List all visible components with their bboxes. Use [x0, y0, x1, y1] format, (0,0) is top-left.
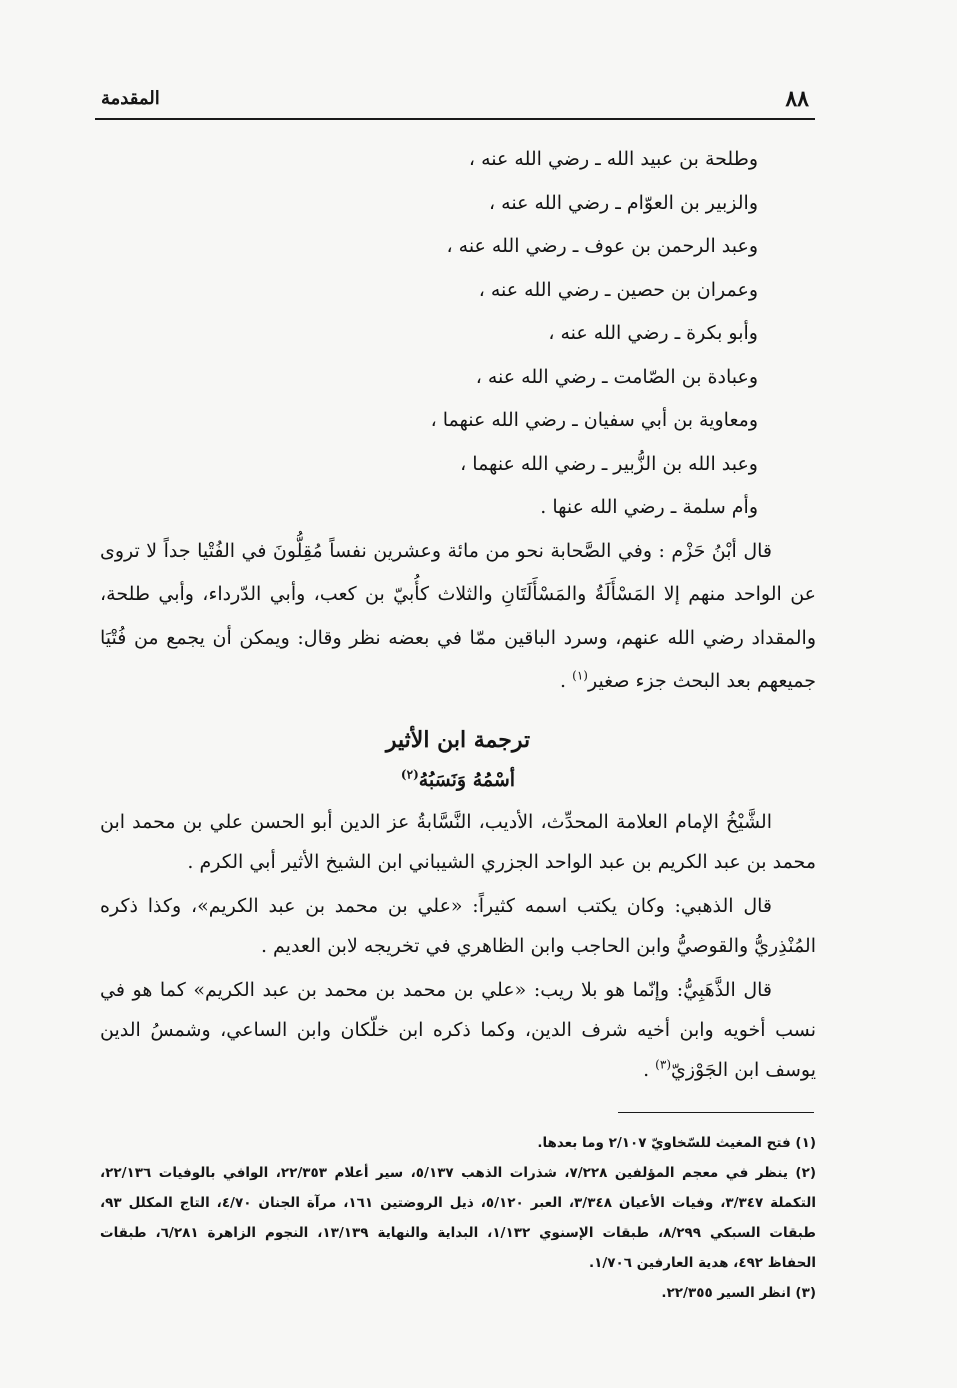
footnote-2	[100, 1158, 816, 1278]
list-line: والزبير بن العوّام ـ رضي الله عنه ،	[489, 191, 758, 214]
footnote-number: (١)	[795, 1135, 816, 1151]
subsection-title-text: أسْمُهُ وَنَسَبُهُ	[418, 768, 516, 791]
page-number: ٨٨	[785, 86, 809, 112]
list-line: وعبد الله بن الزُّبير ـ رضي الله عنهما ،	[460, 452, 758, 475]
dhahabi-paragraph-1: قال الذهبي: وكان يكتب اسمه كثيراً: «علي بن محمد بن عبد الكريم»، وكذا ذكره المُنْذِريُّ والقوصيُّ وابن الحاجب وابن الظاهري في تخريجه لابن العديم .	[100, 894, 816, 957]
name-paragraph: الشَّيْخُ الإمام العلامة المحدِّث، الأديب، النَّسَّابةُ عز الدين أبو الحسن علي بن محمد ابن محمد بن عبد الكريم بن عبد الواحد الجزري الشيباني ابن الشيخ الأثير أبي الكرم .	[100, 810, 816, 873]
footnote-ref-2[interactable]: (٢)	[400, 767, 419, 782]
main-text	[100, 138, 816, 1090]
list-line: وعبد الرحمن بن عوف ـ رضي الله عنه ،	[446, 235, 758, 257]
footnote-text: ينظر في معجم المؤلفين ٧/٢٢٨، شذرات الذهب ٥/١٣٧، سير أعلام ٢٢/٣٥٣، الوافي بالوفيات ٢٢/١٣٦، التكملة ٣/٣٤٧، وفيات الأعيان ٣/٣٤٨، العبر ٥/١٢٠، ذيل الروضتين ١٦١، مرآة الجنان ٤/٧٠، التاج المكلل ٩٣، طبقات السبكي ٨/٢٩٩، طبقات الإسنوي ١/١٣٢، البداية والنهاية ١٣/١٣٩، النجوم الزاهرة ٦/٢٨١، طبقات الحفاظ ٤٩٢، هدية العارفين ١/٧٠٦.	[100, 1165, 817, 1271]
list-line: وأبو بكرة ـ رضي الله عنه ،	[548, 322, 758, 344]
footnote-divider	[618, 1112, 814, 1113]
footnote-ref-1[interactable]: (١)	[572, 668, 588, 683]
running-head: المقدمة	[101, 88, 160, 109]
footnote-text: فتح المغيث للسّخاويّ ٢/١٠٧ وما بعدها.	[537, 1135, 791, 1151]
section-title: ترجمة ابن الأثير	[385, 726, 531, 753]
subsection-title	[100, 762, 816, 798]
ibn-hazm-end: .	[560, 670, 573, 692]
footnote-3	[100, 1278, 816, 1308]
dhahabi-end: .	[643, 1058, 656, 1081]
footnote-1	[100, 1128, 816, 1158]
footnote-text: انظر السير ٢٢/٣٥٥.	[661, 1285, 791, 1301]
footnote-number: (٢)	[795, 1165, 816, 1181]
ibn-hazm-paragraph	[100, 530, 816, 704]
list-line: وعبادة بن الصّامت ـ رضي الله عنه ،	[475, 365, 758, 388]
footnotes	[100, 1128, 816, 1308]
dhahabi-paragraph-2	[100, 970, 816, 1090]
list-line: وطلحة بن عبيد الله ـ رضي الله عنه ،	[468, 148, 758, 170]
list-line: وعمران بن حصين ـ رضي الله عنه ،	[478, 278, 758, 301]
footnote-ref-3[interactable]: (٣)	[655, 1057, 671, 1072]
list-line: ومعاوية بن أبي سفيان ـ رضي الله عنهما ،	[430, 409, 758, 431]
page-header	[95, 82, 815, 120]
ibn-hazm-text: قال أبْنُ حَزْم : وفي الصَّحابة نحو من مائة وعشرين نفساً مُقِلُّونَ في الفُتْيا جداً لا تروى عن الواحد منهم إلا المَسْأَلَةُ والمَسْأَلَتَانِ والثلاث كأُبيّ بن كعب، وأبي الدّرداء، وأبي طلحة، والمقداد رضي الله عنهم، وسرد الباقين ممّا في بعضه نظر وقال: ويمكن أن يجمع من فُتْيَا جميعهم بعد البحث جزء صغير	[100, 539, 816, 692]
footnote-number: (٣)	[795, 1285, 816, 1301]
dhahabi-text: قال الذَّهَبِيُّ: وإنّما هو بلا ريب: «علي بن محمد بن محمد بن عبد الكريم» كما هو في نسب أخويه وابن أخيه شرف الدين، وكما ذكره ابن خلّكان وابن الساعي، وشمسُ الدين يوسف ابن الجَوْزيّ	[100, 978, 816, 1081]
list-line: وأم سلمة ـ رضي الله عنها .	[540, 496, 758, 518]
